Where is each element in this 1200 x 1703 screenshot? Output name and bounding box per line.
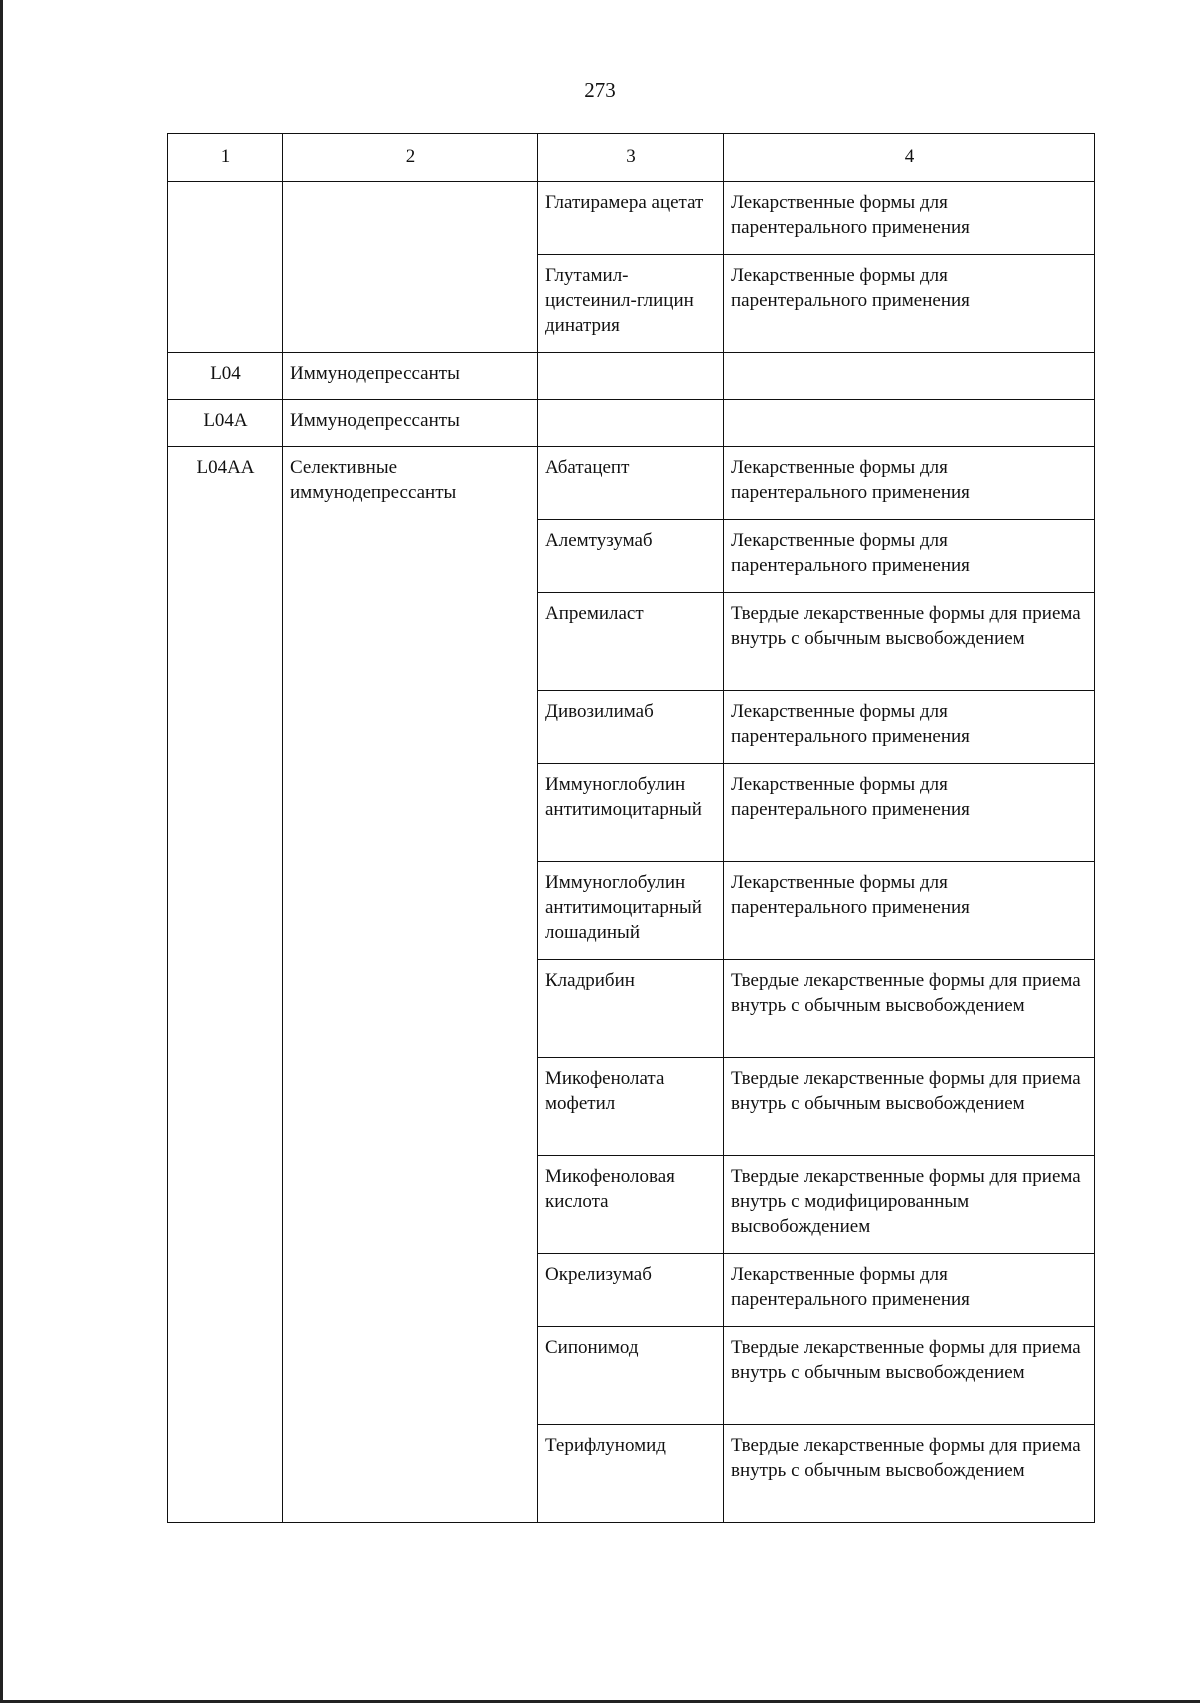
column-header-2: 2 — [283, 134, 538, 182]
dosage-form-cell: Твердые лекарственные формы для приема внутрь с обычным высвобождением — [724, 593, 1095, 691]
drug-name-cell: Иммуноглобулин антитимоцитарный — [538, 764, 724, 862]
table-row — [168, 400, 1095, 447]
column-header-4: 4 — [724, 134, 1095, 182]
group-name-cell: Селективные иммунодепрессанты — [283, 447, 538, 1523]
dosage-form-cell: Лекарственные формы для парентерального применения — [724, 764, 1095, 862]
drug-name-cell: Окрелизумаб — [538, 1254, 724, 1327]
dosage-form-cell: Лекарственные формы для парентерального применения — [724, 255, 1095, 353]
drug-name-cell: Глатирамера ацетат — [538, 182, 724, 255]
empty-form-cell — [724, 400, 1095, 447]
dosage-form-cell: Лекарственные формы для парентерального применения — [724, 691, 1095, 764]
dosage-form-cell: Твердые лекарственные формы для приема внутрь с обычным высвобождением — [724, 1327, 1095, 1425]
page-number: 273 — [584, 78, 616, 102]
atc-code-cell: L04AA — [168, 447, 283, 1523]
drug-name-cell: Апремиласт — [538, 593, 724, 691]
table-row — [168, 353, 1095, 400]
table-row — [168, 447, 1095, 520]
table-row — [168, 182, 1095, 255]
empty-name-cell — [283, 182, 538, 353]
medication-table — [167, 133, 1095, 1523]
dosage-form-cell: Лекарственные формы для парентерального применения — [724, 862, 1095, 960]
drug-name-cell: Дивозилимаб — [538, 691, 724, 764]
column-header-1: 1 — [168, 134, 283, 182]
drug-name-cell: Терифлуномид — [538, 1425, 724, 1523]
dosage-form-cell: Твердые лекарственные формы для приема внутрь с обычным высвобождением — [724, 1425, 1095, 1523]
dosage-form-cell: Твердые лекарственные формы для приема внутрь с обычным высвобождением — [724, 1058, 1095, 1156]
drug-name-cell: Кладрибин — [538, 960, 724, 1058]
drug-name-cell: Сипонимод — [538, 1327, 724, 1425]
empty-code-cell — [168, 182, 283, 353]
atc-code-cell: L04A — [168, 400, 283, 447]
drug-name-cell: Алемтузумаб — [538, 520, 724, 593]
column-header-3: 3 — [538, 134, 724, 182]
group-name-cell: Иммунодепрессанты — [283, 400, 538, 447]
table-header-row — [168, 134, 1095, 182]
scan-edge-left — [0, 0, 3, 1703]
drug-name-cell: Абатацепт — [538, 447, 724, 520]
empty-drug-cell — [538, 400, 724, 447]
drug-name-cell: Микофеноловая кислота — [538, 1156, 724, 1254]
dosage-form-cell: Лекарственные формы для парентерального применения — [724, 182, 1095, 255]
dosage-form-cell: Твердые лекарственные формы для приема внутрь с обычным высвобождением — [724, 960, 1095, 1058]
dosage-form-cell: Твердые лекарственные формы для приема внутрь с модифицированным высвобождением — [724, 1156, 1095, 1254]
empty-drug-cell — [538, 353, 724, 400]
group-name-cell: Иммунодепрессанты — [283, 353, 538, 400]
atc-code-cell: L04 — [168, 353, 283, 400]
dosage-form-cell: Лекарственные формы для парентерального применения — [724, 1254, 1095, 1327]
drug-name-cell: Микофенолата мофетил — [538, 1058, 724, 1156]
empty-form-cell — [724, 353, 1095, 400]
dosage-form-cell: Лекарственные формы для парентерального применения — [724, 520, 1095, 593]
dosage-form-cell: Лекарственные формы для парентерального применения — [724, 447, 1095, 520]
drug-name-cell: Глутамил-цистеинил-глицин динатрия — [538, 255, 724, 353]
drug-name-cell: Иммуноглобулин антитимоцитарный лошадиный — [538, 862, 724, 960]
